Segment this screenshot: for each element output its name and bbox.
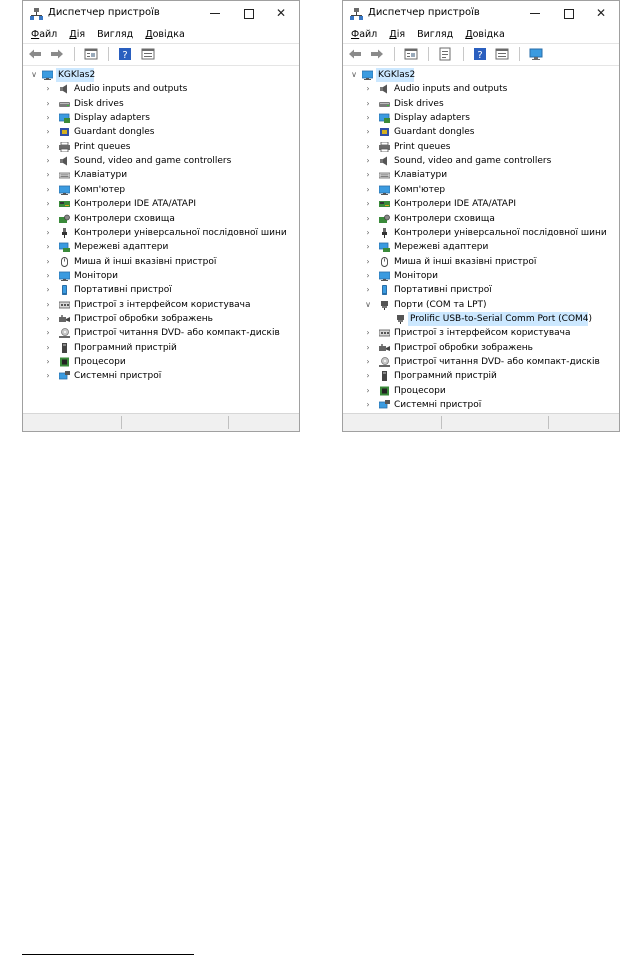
chevron-right-icon[interactable]: › bbox=[46, 213, 50, 223]
usb-icon bbox=[59, 228, 70, 238]
tree-item[interactable] bbox=[343, 168, 619, 182]
tree-item-label: KGKlas2 bbox=[378, 70, 416, 80]
disk-drive-icon bbox=[379, 99, 390, 109]
maximize-icon bbox=[244, 9, 254, 19]
tree-item[interactable] bbox=[23, 326, 299, 340]
tree-item-label: Комп'ютер bbox=[394, 184, 446, 195]
status-divider bbox=[441, 416, 442, 429]
tree-item[interactable] bbox=[23, 82, 299, 96]
chevron-right-icon[interactable]: › bbox=[366, 199, 370, 209]
chevron-right-icon[interactable]: › bbox=[46, 342, 50, 352]
tree-item[interactable] bbox=[343, 369, 619, 383]
status-divider bbox=[121, 416, 122, 429]
tree-item[interactable] bbox=[23, 197, 299, 211]
tree-item-label: Мережеві адаптери bbox=[394, 242, 489, 253]
tree-item[interactable] bbox=[343, 154, 619, 168]
chevron-right-icon[interactable]: › bbox=[366, 328, 370, 338]
chevron-right-icon[interactable]: › bbox=[46, 98, 50, 108]
tree-item-label: Sound, video and game controllers bbox=[394, 156, 552, 167]
device-tree[interactable] bbox=[343, 66, 619, 414]
tree-item-label: Контролери сховища bbox=[394, 213, 495, 224]
mouse-icon bbox=[379, 257, 390, 267]
menu-bar bbox=[23, 26, 299, 43]
tree-item-label: Клавіатури bbox=[74, 170, 128, 181]
tree-item[interactable] bbox=[23, 283, 299, 297]
tree-item[interactable] bbox=[343, 197, 619, 211]
disk-drive-icon bbox=[59, 99, 70, 109]
tree-item[interactable] bbox=[343, 283, 619, 297]
tree-item-label: Audio inputs and outputs bbox=[394, 84, 508, 95]
tree-item[interactable] bbox=[23, 140, 299, 154]
maximize-button[interactable] bbox=[235, 4, 263, 22]
ide-controller-icon bbox=[59, 199, 70, 209]
tree-item-label: Пристрої з інтерфейсом користувача bbox=[74, 299, 251, 310]
tree-item[interactable] bbox=[343, 240, 619, 254]
speaker-icon bbox=[59, 84, 70, 94]
toolbar-separator bbox=[463, 47, 464, 61]
tree-item[interactable] bbox=[343, 269, 619, 283]
tree-item-label: Процесори bbox=[394, 385, 446, 396]
chevron-right-icon[interactable]: › bbox=[46, 299, 50, 309]
computer-icon bbox=[362, 70, 373, 80]
printer-icon bbox=[59, 142, 70, 152]
menu-action[interactable]: Дія bbox=[69, 29, 86, 40]
chevron-right-icon[interactable]: › bbox=[46, 357, 50, 366]
tree-item-label: Контролери універсальної послідовної шини bbox=[74, 227, 287, 238]
portable-device-icon bbox=[59, 285, 70, 295]
maximize-icon bbox=[564, 9, 574, 19]
minimize-button[interactable] bbox=[201, 4, 229, 22]
tree-item-label: Disk drives bbox=[74, 98, 124, 109]
chevron-right-icon[interactable]: › bbox=[46, 141, 50, 151]
device-manager-app-icon bbox=[30, 7, 43, 20]
chevron-right-icon[interactable]: › bbox=[46, 84, 50, 94]
tree-item-label: Миша й інші вказівні пристрої bbox=[74, 256, 217, 267]
chevron-down-icon[interactable]: ∨ bbox=[365, 299, 371, 309]
tree-item[interactable] bbox=[23, 125, 299, 139]
keyboard-icon bbox=[59, 170, 70, 180]
tree-child-item[interactable] bbox=[343, 312, 619, 326]
tree-item[interactable] bbox=[343, 212, 619, 226]
tree-item-label: Програмний пристрій bbox=[394, 371, 497, 382]
tree-item-label: Display adapters bbox=[74, 113, 150, 124]
title-bar[interactable] bbox=[343, 1, 619, 26]
status-divider bbox=[228, 416, 229, 429]
tree-item-label: Контролери сховища bbox=[74, 213, 175, 224]
close-icon: ✕ bbox=[275, 6, 287, 20]
device-manager-window-right bbox=[342, 0, 620, 432]
display-adapter-icon bbox=[59, 113, 70, 123]
tree-item[interactable] bbox=[343, 341, 619, 355]
menu-file[interactable]: Файл bbox=[31, 29, 58, 40]
tree-item[interactable] bbox=[23, 168, 299, 182]
chevron-right-icon[interactable]: › bbox=[366, 98, 370, 108]
chevron-right-icon[interactable]: › bbox=[46, 270, 50, 280]
menu-view[interactable]: Вигляд bbox=[97, 29, 134, 40]
tree-item[interactable] bbox=[23, 240, 299, 254]
help-icon[interactable] bbox=[473, 47, 487, 61]
tree-item[interactable] bbox=[23, 341, 299, 355]
chevron-right-icon[interactable]: › bbox=[46, 127, 50, 137]
storage-controller-icon bbox=[379, 214, 390, 224]
tree-item-label: Системні пристрої bbox=[74, 371, 162, 382]
show-hidden-icon[interactable] bbox=[141, 47, 155, 61]
tree-item-label: Audio inputs and outputs bbox=[74, 84, 188, 95]
tree-item-label: Клавіатури bbox=[394, 170, 448, 181]
toolbar-separator bbox=[394, 47, 395, 61]
tree-item-label: Prolific USB-to-Serial Comm Port (COM4) bbox=[410, 313, 593, 324]
menu-action[interactable]: Дія bbox=[389, 29, 406, 40]
minimize-icon bbox=[530, 13, 540, 14]
tree-item-label: Монітори bbox=[74, 270, 118, 281]
chevron-right-icon[interactable]: › bbox=[46, 156, 50, 166]
menu-help[interactable]: Довідка bbox=[145, 29, 185, 40]
monitor-icon bbox=[379, 271, 390, 281]
properties-icon[interactable] bbox=[84, 47, 98, 61]
maximize-button[interactable] bbox=[555, 4, 583, 22]
tree-item[interactable] bbox=[23, 183, 299, 197]
camera-icon bbox=[59, 314, 70, 324]
tree-item-label: Монітори bbox=[394, 270, 438, 281]
mouse-icon bbox=[59, 257, 70, 267]
chevron-right-icon[interactable]: › bbox=[46, 242, 50, 252]
tree-item[interactable] bbox=[23, 226, 299, 240]
chevron-right-icon[interactable]: › bbox=[366, 227, 370, 237]
back-arrow-icon[interactable] bbox=[348, 47, 362, 61]
tree-item-label: Мережеві адаптери bbox=[74, 242, 169, 253]
chevron-right-icon[interactable]: › bbox=[366, 285, 370, 295]
hid-icon bbox=[379, 328, 390, 338]
chevron-right-icon[interactable]: › bbox=[46, 113, 50, 123]
tree-item-label: Пристрої обробки зображень bbox=[74, 313, 213, 324]
tree-item-label: Портативні пристрої bbox=[394, 285, 492, 296]
system-device-icon bbox=[59, 371, 70, 381]
toolbar-separator bbox=[108, 47, 109, 61]
port-icon bbox=[379, 300, 390, 310]
tree-item-label: Print queues bbox=[74, 141, 131, 152]
tree-item[interactable] bbox=[23, 111, 299, 125]
dvd-icon bbox=[59, 328, 70, 338]
chevron-right-icon[interactable]: › bbox=[366, 184, 370, 194]
tree-item[interactable] bbox=[343, 398, 619, 412]
toolbar bbox=[23, 43, 299, 66]
title-bar[interactable] bbox=[23, 1, 299, 26]
tree-item[interactable] bbox=[343, 355, 619, 369]
chevron-right-icon[interactable]: › bbox=[366, 342, 370, 352]
chevron-right-icon[interactable]: › bbox=[366, 357, 370, 366]
menu-file[interactable]: Файл bbox=[351, 29, 378, 40]
speaker-icon bbox=[59, 156, 70, 166]
tree-item[interactable] bbox=[343, 97, 619, 111]
tree-item-label: Пристрої з інтерфейсом користувача bbox=[394, 328, 571, 339]
forward-arrow-icon[interactable] bbox=[50, 47, 64, 61]
help-icon[interactable] bbox=[118, 47, 132, 61]
storage-controller-icon bbox=[59, 214, 70, 224]
svg-text:?: ? bbox=[122, 50, 129, 61]
menu-view[interactable]: Вигляд bbox=[417, 29, 454, 40]
software-device-icon bbox=[379, 371, 390, 381]
processor-icon bbox=[379, 386, 390, 396]
network-adapter-icon bbox=[59, 242, 70, 252]
chevron-right-icon[interactable]: › bbox=[366, 127, 370, 137]
display-adapter-icon bbox=[379, 113, 390, 123]
tree-item[interactable] bbox=[23, 298, 299, 312]
portable-device-icon bbox=[379, 285, 390, 295]
status-bar bbox=[343, 413, 619, 431]
close-button[interactable] bbox=[267, 4, 295, 22]
chevron-down-icon[interactable]: ∨ bbox=[351, 70, 357, 79]
chevron-right-icon[interactable]: › bbox=[46, 184, 50, 194]
speaker-icon bbox=[379, 156, 390, 166]
properties-icon[interactable] bbox=[404, 47, 418, 61]
tree-root-computer[interactable] bbox=[343, 68, 619, 82]
status-divider bbox=[548, 416, 549, 429]
tree-item[interactable] bbox=[343, 326, 619, 340]
tree-item[interactable] bbox=[343, 125, 619, 139]
chevron-right-icon[interactable]: › bbox=[366, 400, 370, 410]
chevron-right-icon[interactable]: › bbox=[366, 385, 370, 395]
keyboard-icon bbox=[379, 170, 390, 180]
system-device-icon bbox=[379, 400, 390, 410]
chevron-right-icon[interactable]: › bbox=[366, 242, 370, 252]
camera-icon bbox=[379, 343, 390, 353]
tree-item[interactable] bbox=[343, 183, 619, 197]
tree-item[interactable] bbox=[23, 255, 299, 269]
chevron-right-icon[interactable]: › bbox=[46, 170, 50, 180]
tree-item[interactable] bbox=[23, 269, 299, 283]
tree-item-label: Контролери універсальної послідовної шини bbox=[394, 227, 607, 238]
chevron-right-icon[interactable]: › bbox=[46, 227, 50, 237]
dvd-icon bbox=[379, 357, 390, 367]
usb-icon bbox=[379, 228, 390, 238]
chevron-right-icon[interactable]: › bbox=[366, 84, 370, 94]
tree-item-label: Guardant dongles bbox=[394, 127, 475, 138]
tree-item-label: Програмний пристрій bbox=[74, 342, 177, 353]
ide-controller-icon bbox=[379, 199, 390, 209]
tree-item[interactable] bbox=[23, 97, 299, 111]
minimize-button[interactable] bbox=[521, 4, 549, 22]
device-tree[interactable] bbox=[23, 66, 299, 414]
close-button[interactable] bbox=[587, 4, 615, 22]
tree-item[interactable] bbox=[343, 298, 619, 312]
tree-item-label: Комп'ютер bbox=[74, 184, 126, 195]
tree-item[interactable] bbox=[343, 82, 619, 96]
tree-item-label: Контролери IDE ATA/ATAPI bbox=[394, 199, 517, 210]
chevron-right-icon[interactable]: › bbox=[366, 270, 370, 280]
tree-item-label: Процесори bbox=[74, 357, 126, 367]
scan-hardware-icon[interactable] bbox=[529, 47, 543, 61]
back-arrow-icon[interactable] bbox=[28, 47, 42, 61]
tree-item[interactable] bbox=[23, 369, 299, 383]
toolbar-separator bbox=[428, 47, 429, 61]
tree-item[interactable] bbox=[23, 154, 299, 168]
chevron-right-icon[interactable]: › bbox=[366, 156, 370, 166]
forward-arrow-icon[interactable] bbox=[370, 47, 384, 61]
computer-icon bbox=[42, 70, 53, 80]
tree-item-label: Пристрої читання DVD- або компакт-дисків bbox=[74, 328, 280, 339]
tree-item[interactable] bbox=[343, 255, 619, 269]
minimize-icon bbox=[210, 13, 220, 14]
tree-item-label: Пристрої читання DVD- або компакт-дисків bbox=[394, 357, 600, 367]
menu-help[interactable]: Довідка bbox=[465, 29, 505, 40]
port-icon bbox=[395, 314, 406, 324]
dongle-icon bbox=[59, 127, 70, 137]
window-title: Диспетчер пристроїв bbox=[368, 7, 480, 18]
toolbar-separator bbox=[519, 47, 520, 61]
footnote-separator-line bbox=[22, 954, 194, 955]
chevron-right-icon[interactable]: › bbox=[46, 328, 50, 338]
tree-item[interactable] bbox=[23, 355, 299, 369]
dongle-icon bbox=[379, 127, 390, 137]
chevron-right-icon[interactable]: › bbox=[46, 313, 50, 323]
toolbar-separator bbox=[74, 47, 75, 61]
tree-item[interactable] bbox=[23, 212, 299, 226]
tree-item[interactable] bbox=[343, 384, 619, 398]
tree-item-label: Disk drives bbox=[394, 98, 444, 109]
chevron-down-icon[interactable]: ∨ bbox=[31, 70, 37, 79]
monitor-icon bbox=[59, 185, 70, 195]
update-driver-icon[interactable] bbox=[438, 47, 452, 61]
chevron-right-icon[interactable]: › bbox=[366, 113, 370, 123]
tree-item-label: Display adapters bbox=[394, 113, 470, 124]
chevron-right-icon[interactable]: › bbox=[46, 371, 50, 381]
menu-bar bbox=[343, 26, 619, 43]
tree-item-label: Порти (COM та LPT) bbox=[394, 299, 487, 310]
device-manager-app-icon bbox=[350, 7, 363, 20]
tree-item-label: Print queues bbox=[394, 141, 451, 152]
network-adapter-icon bbox=[379, 242, 390, 252]
chevron-right-icon[interactable]: › bbox=[46, 199, 50, 209]
tree-root-computer[interactable] bbox=[23, 68, 299, 82]
chevron-right-icon[interactable]: › bbox=[366, 170, 370, 180]
chevron-right-icon[interactable]: › bbox=[366, 371, 370, 381]
device-manager-window-left bbox=[22, 0, 300, 432]
tree-item[interactable] bbox=[343, 111, 619, 125]
printer-icon bbox=[379, 142, 390, 152]
hid-icon bbox=[59, 300, 70, 310]
tree-item-label: Миша й інші вказівні пристрої bbox=[394, 256, 537, 267]
tree-item-label: Портативні пристрої bbox=[74, 285, 172, 296]
monitor-icon bbox=[379, 185, 390, 195]
monitor-icon bbox=[59, 271, 70, 281]
tree-item-label: Пристрої обробки зображень bbox=[394, 342, 533, 353]
chevron-right-icon[interactable]: › bbox=[46, 285, 50, 295]
svg-text:?: ? bbox=[477, 50, 483, 61]
tree-item-label: Guardant dongles bbox=[74, 127, 155, 138]
chevron-right-icon[interactable]: › bbox=[366, 213, 370, 223]
tree-item-label: Системні пристрої bbox=[394, 400, 482, 411]
processor-icon bbox=[59, 357, 70, 367]
chevron-right-icon[interactable]: › bbox=[46, 256, 50, 266]
status-bar bbox=[23, 413, 299, 431]
tree-item-label: Sound, video and game controllers bbox=[74, 156, 232, 167]
show-hidden-icon[interactable] bbox=[495, 47, 509, 61]
speaker-icon bbox=[379, 84, 390, 94]
tree-item[interactable] bbox=[343, 140, 619, 154]
toolbar bbox=[343, 43, 619, 66]
tree-item[interactable] bbox=[343, 226, 619, 240]
tree-item-label: KGKlas2 bbox=[58, 70, 96, 80]
software-device-icon bbox=[59, 343, 70, 353]
chevron-right-icon[interactable]: › bbox=[366, 141, 370, 151]
tree-item-label: Контролери IDE ATA/ATAPI bbox=[74, 199, 197, 210]
close-icon: ✕ bbox=[595, 6, 607, 20]
window-title: Диспетчер пристроїв bbox=[48, 7, 160, 18]
chevron-right-icon[interactable]: › bbox=[366, 256, 370, 266]
tree-item[interactable] bbox=[23, 312, 299, 326]
